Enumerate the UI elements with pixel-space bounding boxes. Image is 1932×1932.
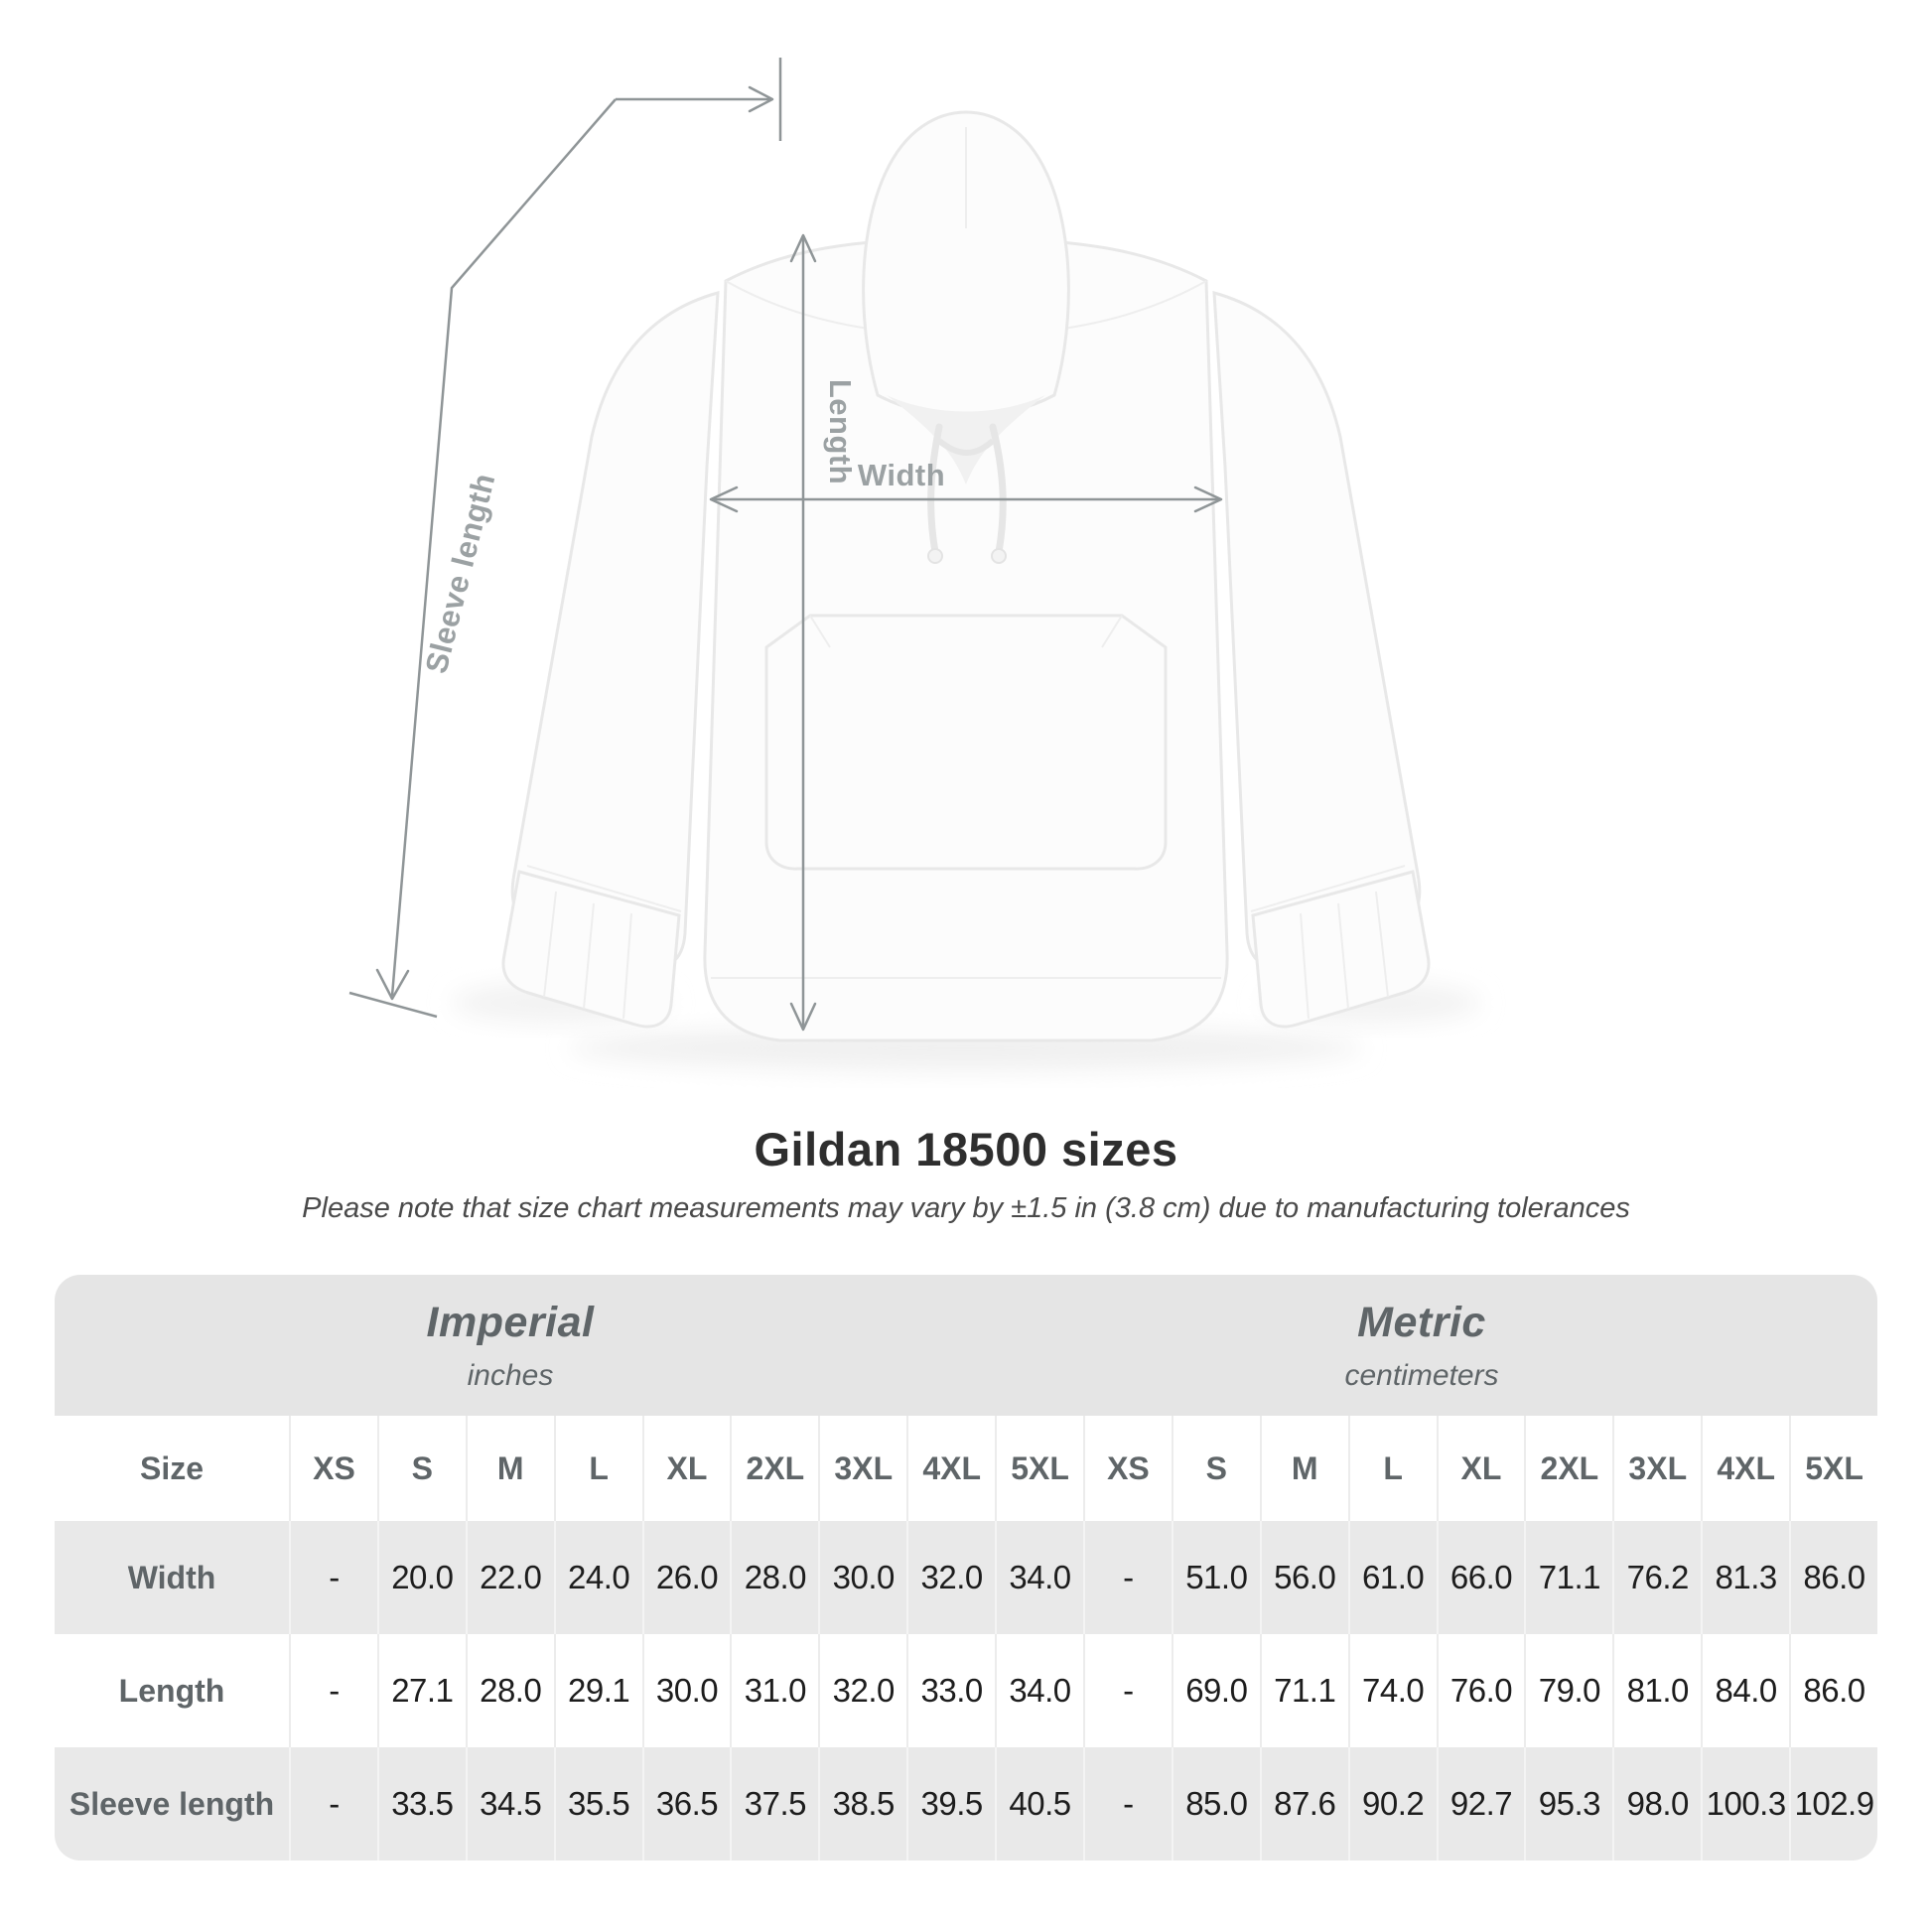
size-header-metric-s: S <box>1172 1416 1260 1521</box>
size-header-imperial-2xl: 2XL <box>730 1416 818 1521</box>
length-imperial-xl: 30.0 <box>642 1634 731 1747</box>
width-metric-xl: 66.0 <box>1437 1521 1525 1634</box>
size-header-metric-5xl: 5XL <box>1789 1416 1877 1521</box>
sleeve-metric-xl: 92.7 <box>1437 1747 1525 1861</box>
sleeve-imperial-xl: 36.5 <box>642 1747 731 1861</box>
length-imperial-2xl: 31.0 <box>730 1634 818 1747</box>
size-header-imperial-xs: XS <box>289 1416 377 1521</box>
width-imperial-s: 20.0 <box>377 1521 466 1634</box>
sleeve-imperial-s: 33.5 <box>377 1747 466 1861</box>
sleeve-imperial-3xl: 38.5 <box>818 1747 906 1861</box>
length-label: Length <box>823 378 858 485</box>
hoodie-pocket <box>766 616 1166 869</box>
width-row <box>55 1521 1877 1634</box>
width-imperial-m: 22.0 <box>466 1521 554 1634</box>
sleeve-imperial-l: 35.5 <box>554 1747 642 1861</box>
sleeve-imperial-4xl: 39.5 <box>906 1747 995 1861</box>
sleeve-metric-4xl: 100.3 <box>1701 1747 1789 1861</box>
imperial-unit: inches <box>467 1358 554 1392</box>
size-header-metric-3xl: 3XL <box>1612 1416 1701 1521</box>
length-row <box>55 1634 1877 1747</box>
size-header-imperial-5xl: 5XL <box>995 1416 1083 1521</box>
sleeve-imperial-5xl: 40.5 <box>995 1747 1083 1861</box>
length-imperial-xs: - <box>289 1634 377 1747</box>
metric-header-group <box>966 1275 1877 1416</box>
size-header-metric-4xl: 4XL <box>1701 1416 1789 1521</box>
size-header-metric-xl: XL <box>1437 1416 1525 1521</box>
length-metric-l: 74.0 <box>1348 1634 1437 1747</box>
size-header-row <box>55 1416 1877 1521</box>
length-imperial-s: 27.1 <box>377 1634 466 1747</box>
width-imperial-4xl: 32.0 <box>906 1521 995 1634</box>
sleeve-metric-l: 90.2 <box>1348 1747 1437 1861</box>
width-imperial-l: 24.0 <box>554 1521 642 1634</box>
length-metric-xl: 76.0 <box>1437 1634 1525 1747</box>
length-imperial-4xl: 33.0 <box>906 1634 995 1747</box>
width-imperial-xl: 26.0 <box>642 1521 731 1634</box>
size-column-header: Size <box>139 1449 205 1486</box>
width-metric-m: 56.0 <box>1260 1521 1348 1634</box>
sleeve-imperial-2xl: 37.5 <box>730 1747 818 1861</box>
length-metric-s: 69.0 <box>1172 1634 1260 1747</box>
size-header-imperial-m: M <box>466 1416 554 1521</box>
width-metric-4xl: 81.3 <box>1701 1521 1789 1634</box>
width-metric-xs: - <box>1083 1521 1172 1634</box>
length-metric-2xl: 79.0 <box>1524 1634 1612 1747</box>
sleeve-imperial-xs: - <box>289 1747 377 1861</box>
sleeve-metric-m: 87.6 <box>1260 1747 1348 1861</box>
metric-unit: centimeters <box>1344 1358 1499 1392</box>
width-metric-l: 61.0 <box>1348 1521 1437 1634</box>
width-metric-2xl: 71.1 <box>1524 1521 1612 1634</box>
size-header-metric-2xl: 2XL <box>1524 1416 1612 1521</box>
size-header-metric-xs: XS <box>1083 1416 1172 1521</box>
sleeve-length-label: Sleeve length <box>418 470 502 677</box>
imperial-header: Imperial <box>426 1298 595 1346</box>
size-header-imperial-l: L <box>554 1416 642 1521</box>
width-imperial-5xl: 34.0 <box>995 1521 1083 1634</box>
hoodie-right-sleeve <box>1214 293 1429 1027</box>
length-metric-xs: - <box>1083 1634 1172 1747</box>
imperial-header-group <box>55 1275 966 1416</box>
length-imperial-m: 28.0 <box>466 1634 554 1747</box>
sleeve-metric-2xl: 95.3 <box>1524 1747 1612 1861</box>
size-table <box>55 1275 1877 1861</box>
length-imperial-l: 29.1 <box>554 1634 642 1747</box>
length-imperial-3xl: 32.0 <box>818 1634 906 1747</box>
sleeve-metric-5xl: 102.9 <box>1789 1747 1877 1861</box>
length-metric-5xl: 86.0 <box>1789 1634 1877 1747</box>
width-imperial-2xl: 28.0 <box>730 1521 818 1634</box>
sleeve-metric-xs: - <box>1083 1747 1172 1861</box>
length-metric-3xl: 81.0 <box>1612 1634 1701 1747</box>
sleeve-metric-3xl: 98.0 <box>1612 1747 1701 1861</box>
width-row-label: Width <box>127 1559 216 1595</box>
size-header-metric-l: L <box>1348 1416 1437 1521</box>
sleeve-metric-s: 85.0 <box>1172 1747 1260 1861</box>
sleeve-length-row <box>55 1747 1877 1861</box>
width-metric-3xl: 76.2 <box>1612 1521 1701 1634</box>
size-header-imperial-xl: XL <box>642 1416 731 1521</box>
width-metric-5xl: 86.0 <box>1789 1521 1877 1634</box>
length-metric-m: 71.1 <box>1260 1634 1348 1747</box>
page-title: Gildan 18500 sizes <box>754 1123 1178 1175</box>
length-metric-4xl: 84.0 <box>1701 1634 1789 1747</box>
hoodie-illustration <box>503 112 1429 1040</box>
sleeve-row-label: Sleeve length <box>69 1785 275 1822</box>
width-imperial-3xl: 30.0 <box>818 1521 906 1634</box>
unit-header-band <box>55 1275 1877 1416</box>
size-header-metric-m: M <box>1260 1416 1348 1521</box>
size-header-imperial-3xl: 3XL <box>818 1416 906 1521</box>
hoodie-left-sleeve <box>503 293 718 1027</box>
width-label: Width <box>857 458 946 492</box>
size-header-imperial-4xl: 4XL <box>906 1416 995 1521</box>
size-header-imperial-s: S <box>377 1416 466 1521</box>
sleeve-imperial-m: 34.5 <box>466 1747 554 1861</box>
length-row-label: Length <box>118 1672 225 1709</box>
length-imperial-5xl: 34.0 <box>995 1634 1083 1747</box>
metric-header: Metric <box>1357 1298 1486 1346</box>
width-imperial-xs: - <box>289 1521 377 1634</box>
width-metric-s: 51.0 <box>1172 1521 1260 1634</box>
tolerance-note: Please note that size chart measurements may vary by ±1.5 in (3.8 cm) due to manufacturing tolerances <box>302 1192 1630 1224</box>
